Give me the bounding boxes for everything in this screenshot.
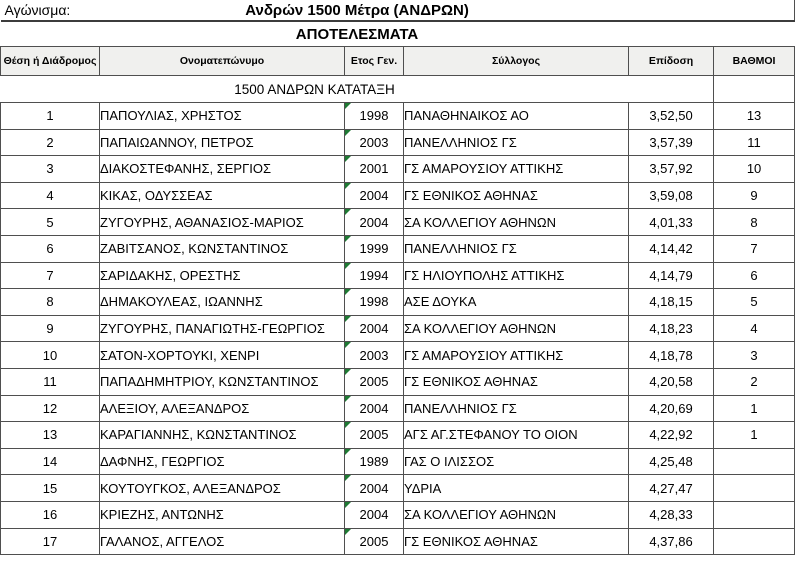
performance-cell: 4,27,47: [629, 475, 714, 502]
cell-corner-flag-icon: [345, 422, 351, 428]
club-cell: ΠΑΝΑΘΗΝΑΙΚΟΣ ΑΟ: [404, 103, 629, 130]
athlete-name-cell: ΓΑΛΑΝΟΣ, ΑΓΓΕΛΟΣ: [100, 528, 345, 555]
cell-corner-flag-icon: [345, 502, 351, 508]
performance-cell: 4,20,69: [629, 395, 714, 422]
birth-year-cell: [345, 501, 404, 528]
birth-year-value: 2004: [359, 507, 389, 523]
column-header-row: [1, 47, 795, 76]
position-cell: 14: [1, 448, 100, 475]
table-row: [1, 501, 795, 528]
position-cell: 1: [1, 103, 100, 130]
section-row-spacer: [714, 76, 795, 103]
event-label: Αγώνισμα:: [4, 2, 71, 18]
athlete-name-cell: ΠΑΠΑΔΗΜΗΤΡΙΟΥ, ΚΩΝΣΤΑΝΤΙΝΟΣ: [100, 368, 345, 395]
col-header-performance: Επίδοση: [629, 47, 714, 76]
birth-year-value: 2001: [359, 161, 389, 177]
birth-year-cell: [345, 262, 404, 289]
points-cell: 8: [714, 209, 795, 236]
athlete-name-cell: ΚΟΥΤΟΥΓΚΟΣ, ΑΛΕΞΑΝΔΡΟΣ: [100, 475, 345, 502]
cell-corner-flag-icon: [345, 342, 351, 348]
birth-year-value: 2005: [359, 374, 389, 390]
table-row: [1, 182, 795, 209]
athlete-name-cell: ΚΙΚΑΣ, ΟΔΥΣΣΕΑΣ: [100, 182, 345, 209]
cell-corner-flag-icon: [345, 103, 351, 109]
club-cell: ΑΓΣ ΑΓ.ΣΤΕΦΑΝΟΥ ΤΟ ΟΙΟΝ: [404, 422, 629, 449]
cell-corner-flag-icon: [345, 156, 351, 162]
points-cell: 1: [714, 395, 795, 422]
cell-corner-flag-icon: [345, 369, 351, 375]
club-cell: ΓΣ ΑΜΑΡΟΥΣΙΟΥ ΑΤΤΙΚΗΣ: [404, 156, 629, 183]
birth-year-cell: [345, 209, 404, 236]
table-row: [1, 262, 795, 289]
birth-year-value: 2005: [359, 427, 389, 443]
birth-year-cell: [345, 528, 404, 555]
birth-year-value: 2003: [359, 347, 389, 363]
results-header-row: [1, 21, 795, 47]
position-cell: 10: [1, 342, 100, 369]
birth-year-cell: [345, 235, 404, 262]
cell-corner-flag-icon: [345, 209, 351, 215]
performance-cell: 4,18,78: [629, 342, 714, 369]
athlete-name-cell: ΔΑΦΝΗΣ, ΓΕΩΡΓΙΟΣ: [100, 448, 345, 475]
position-cell: 15: [1, 475, 100, 502]
table-row: [1, 528, 795, 555]
birth-year-cell: [345, 475, 404, 502]
club-cell: ΑΣΕ ΔΟΥΚΑ: [404, 289, 629, 316]
points-cell: [714, 501, 795, 528]
athlete-name-cell: ΚΡΙΕΖΗΣ, ΑΝΤΩΝΗΣ: [100, 501, 345, 528]
table-row: [1, 209, 795, 236]
performance-cell: 4,14,42: [629, 235, 714, 262]
club-cell: ΠΑΝΕΛΛΗΝΙΟΣ ΓΣ: [404, 235, 629, 262]
athlete-name-cell: ΑΛΕΞΙΟΥ, ΑΛΕΞΑΝΔΡΟΣ: [100, 395, 345, 422]
table-row: [1, 289, 795, 316]
points-cell: [714, 528, 795, 555]
position-cell: 4: [1, 182, 100, 209]
results-row-spacer: [714, 21, 795, 47]
athlete-name-cell: ΣΑΤΟΝ-ΧΟΡΤΟΥΚΙ, ΧΕΝΡΙ: [100, 342, 345, 369]
col-header-points: ΒΑΘΜΟΙ: [714, 47, 795, 76]
performance-cell: 4,28,33: [629, 501, 714, 528]
birth-year-cell: [345, 289, 404, 316]
club-cell: ΓΣ ΗΛΙΟΥΠΟΛΗΣ ΑΤΤΙΚΗΣ: [404, 262, 629, 289]
performance-cell: 3,57,92: [629, 156, 714, 183]
club-cell: ΣΑ ΚΟΛΛΕΓΙΟΥ ΑΘΗΝΩΝ: [404, 209, 629, 236]
position-cell: 9: [1, 315, 100, 342]
birth-year-cell: [345, 342, 404, 369]
points-cell: 6: [714, 262, 795, 289]
section-title: 1500 ΑΝΔΡΩΝ ΚΑΤΑΤΑΞΗ: [234, 81, 395, 97]
position-cell: 16: [1, 501, 100, 528]
birth-year-value: 1989: [359, 454, 389, 470]
table-row: [1, 156, 795, 183]
performance-cell: 4,01,33: [629, 209, 714, 236]
cell-corner-flag-icon: [345, 263, 351, 269]
birth-year-value: 2004: [359, 188, 389, 204]
athlete-name-cell: ΖΥΓΟΥΡΗΣ, ΑΘΑΝΑΣΙΟΣ-ΜΑΡΙΟΣ: [100, 209, 345, 236]
birth-year-value: 1998: [359, 108, 389, 124]
cell-corner-flag-icon: [345, 396, 351, 402]
performance-cell: 4,18,15: [629, 289, 714, 316]
birth-year-value: 2005: [359, 533, 389, 549]
points-cell: 7: [714, 235, 795, 262]
performance-cell: 4,25,48: [629, 448, 714, 475]
points-cell: 11: [714, 129, 795, 156]
table-row: [1, 342, 795, 369]
section-row: [1, 76, 795, 103]
position-cell: 11: [1, 368, 100, 395]
table-row: [1, 395, 795, 422]
position-cell: 8: [1, 289, 100, 316]
club-cell: ΣΑ ΚΟΛΛΕΓΙΟΥ ΑΘΗΝΩΝ: [404, 501, 629, 528]
performance-cell: 4,37,86: [629, 528, 714, 555]
athlete-name-cell: ΔΙΑΚΟΣΤΕΦΑΝΗΣ, ΣΕΡΓΙΟΣ: [100, 156, 345, 183]
title-row-spacer: [714, 0, 795, 21]
birth-year-cell: [345, 315, 404, 342]
position-cell: 13: [1, 422, 100, 449]
points-cell: 3: [714, 342, 795, 369]
club-cell: ΠΑΝΕΛΛΗΝΙΟΣ ΓΣ: [404, 129, 629, 156]
table-row: [1, 235, 795, 262]
results-title: ΑΠΟΤΕΛΕΣΜΑΤΑ: [295, 25, 419, 43]
birth-year-cell: [345, 448, 404, 475]
birth-year-value: 2004: [359, 214, 389, 230]
cell-corner-flag-icon: [345, 449, 351, 455]
club-cell: ΓΣ ΕΘΝΙΚΟΣ ΑΘΗΝΑΣ: [404, 182, 629, 209]
table-row: [1, 315, 795, 342]
athlete-name-cell: ΚΑΡΑΓΙΑΝΝΗΣ, ΚΩΝΣΤΑΝΤΙΝΟΣ: [100, 422, 345, 449]
club-cell: ΓΑΣ Ο ΙΛΙΣΣΟΣ: [404, 448, 629, 475]
cell-corner-flag-icon: [345, 289, 351, 295]
athlete-name-cell: ΔΗΜΑΚΟΥΛΕΑΣ, ΙΩΑΝΝΗΣ: [100, 289, 345, 316]
position-cell: 3: [1, 156, 100, 183]
birth-year-value: 2004: [359, 480, 389, 496]
cell-corner-flag-icon: [345, 475, 351, 481]
position-cell: 12: [1, 395, 100, 422]
club-cell: ΓΣ ΕΘΝΙΚΟΣ ΑΘΗΝΑΣ: [404, 528, 629, 555]
birth-year-value: 2004: [359, 400, 389, 416]
cell-corner-flag-icon: [345, 236, 351, 242]
position-cell: 2: [1, 129, 100, 156]
birth-year-value: 1999: [359, 241, 389, 257]
birth-year-value: 1994: [359, 267, 389, 283]
cell-corner-flag-icon: [345, 316, 351, 322]
performance-cell: 3,59,08: [629, 182, 714, 209]
table-row: [1, 422, 795, 449]
athlete-name-cell: ΖΑΒΙΤΣΑΝΟΣ, ΚΩΝΣΤΑΝΤΙΝΟΣ: [100, 235, 345, 262]
points-cell: 4: [714, 315, 795, 342]
birth-year-cell: [345, 422, 404, 449]
birth-year-cell: [345, 368, 404, 395]
table-row: [1, 368, 795, 395]
club-cell: ΓΣ ΑΜΑΡΟΥΣΙΟΥ ΑΤΤΙΚΗΣ: [404, 342, 629, 369]
points-cell: 13: [714, 103, 795, 130]
col-header-name: Ονοματεπώνυμο: [100, 47, 345, 76]
athlete-name-cell: ΠΑΠΑΙΩΑΝΝΟΥ, ΠΕΤΡΟΣ: [100, 129, 345, 156]
cell-corner-flag-icon: [345, 529, 351, 535]
position-cell: 6: [1, 235, 100, 262]
club-cell: ΓΣ ΕΘΝΙΚΟΣ ΑΘΗΝΑΣ: [404, 368, 629, 395]
athlete-name-cell: ΠΑΠΟΥΛΙΑΣ, ΧΡΗΣΤΟΣ: [100, 103, 345, 130]
birth-year-cell: [345, 103, 404, 130]
position-cell: 17: [1, 528, 100, 555]
birth-year-cell: [345, 182, 404, 209]
col-header-birth-year: Ετος Γεν.: [345, 47, 404, 76]
cell-corner-flag-icon: [345, 130, 351, 136]
position-cell: 5: [1, 209, 100, 236]
points-cell: 1: [714, 422, 795, 449]
col-header-club: Σύλλογος: [404, 47, 629, 76]
points-cell: 2: [714, 368, 795, 395]
points-cell: [714, 475, 795, 502]
birth-year-value: 1998: [359, 294, 389, 310]
col-header-position: Θέση ή Διάδρομος: [1, 47, 100, 76]
athlete-name-cell: ΣΑΡΙΔΑΚΗΣ, ΟΡΕΣΤΗΣ: [100, 262, 345, 289]
performance-cell: 4,18,23: [629, 315, 714, 342]
club-cell: ΠΑΝΕΛΛΗΝΙΟΣ ΓΣ: [404, 395, 629, 422]
table-row: [1, 103, 795, 130]
position-cell: 7: [1, 262, 100, 289]
title-row: [1, 0, 795, 21]
performance-cell: 3,52,50: [629, 103, 714, 130]
table-row: [1, 129, 795, 156]
performance-cell: 4,20,58: [629, 368, 714, 395]
table-row: [1, 448, 795, 475]
performance-cell: 4,14,79: [629, 262, 714, 289]
birth-year-cell: [345, 395, 404, 422]
birth-year-value: 2003: [359, 134, 389, 150]
table-row: [1, 475, 795, 502]
club-cell: ΥΔΡΙΑ: [404, 475, 629, 502]
points-cell: 10: [714, 156, 795, 183]
birth-year-value: 2004: [359, 321, 389, 337]
points-cell: 9: [714, 182, 795, 209]
club-cell: ΣΑ ΚΟΛΛΕΓΙΟΥ ΑΘΗΝΩΝ: [404, 315, 629, 342]
performance-cell: 4,22,92: [629, 422, 714, 449]
birth-year-cell: [345, 156, 404, 183]
athlete-name-cell: ΖΥΓΟΥΡΗΣ, ΠΑΝΑΓΙΩΤΗΣ-ΓΕΩΡΓΙΟΣ: [100, 315, 345, 342]
points-cell: [714, 448, 795, 475]
cell-corner-flag-icon: [345, 183, 351, 189]
event-title: Ανδρών 1500 Μέτρα (ΑΝΔΡΩΝ): [245, 1, 469, 19]
performance-cell: 3,57,39: [629, 129, 714, 156]
birth-year-cell: [345, 129, 404, 156]
points-cell: 5: [714, 289, 795, 316]
